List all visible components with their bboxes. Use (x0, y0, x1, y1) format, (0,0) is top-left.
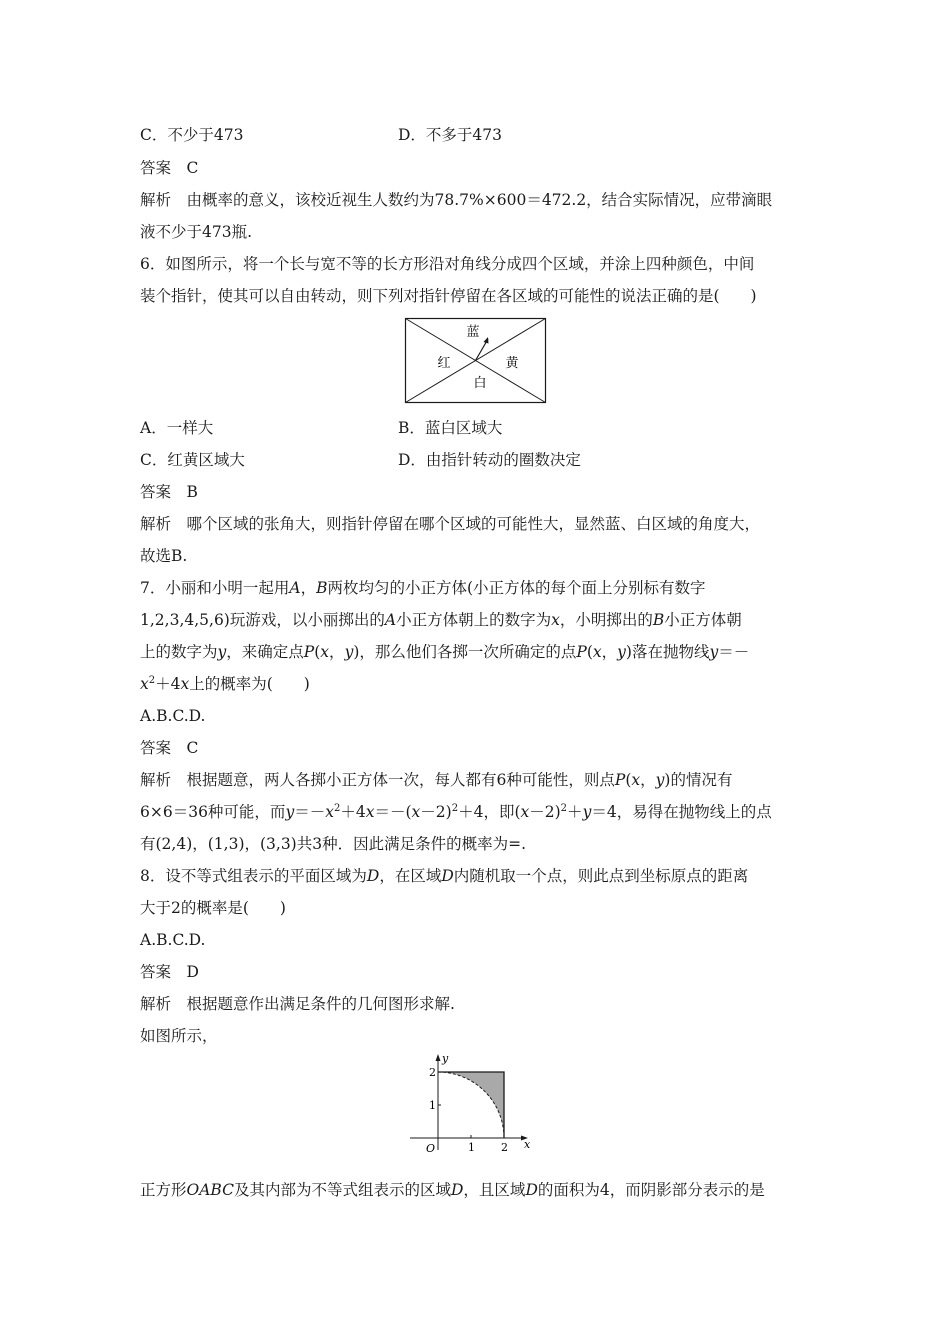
q8-last-line: 正方形OABC及其内部为不等式组表示的区域D，且区域D的面积为4，而阴影部分表示的是 (140, 1181, 765, 1199)
q6-stem-line1: 6．如图所示，将一个长与宽不等的长方形沿对角线分成四个区域，并涂上四种颜色，中间 (140, 255, 755, 273)
q7-stem-line3: 上的数字为y，来确定点P(x，y)，那么他们各掷一次所确定的点P(x，y)落在抛物线y＝－ (140, 643, 750, 661)
q7-answer: 答案 C (140, 739, 199, 757)
region-top-label: 蓝 (466, 325, 480, 340)
q6-stem-line2: 装个指针，使其可以自由转动，则下列对指针停留在各区域的可能性的说法正确的是( ) (140, 287, 757, 305)
q6-explanation-line2: 故选B. (140, 547, 188, 565)
region-left-label: 红 (437, 356, 451, 371)
origin-label: O (426, 1142, 436, 1155)
q7-explanation-line1: 解析 根据题意，两人各掷小正方体一次，每人都有6种可能性，则点P(x，y)的情况有 (140, 771, 733, 789)
q5-explanation-line1: 解析 由概率的意义，该校近视生人数约为78.7%×600＝472.2，结合实际情况，应带滴眼 (140, 191, 773, 209)
q8-quarter-circle-figure (400, 1050, 540, 1158)
y-tick-1: 1 (429, 1099, 436, 1112)
q7-stem-line4: $x^2+4x$上的概率为( ) (140, 674, 310, 693)
q7-options: A.B.C.D. (140, 707, 206, 725)
q7-explanation-line3: 有(2,4)，(1,3)，(3,3)共3种．因此满足条件的概率为=. (140, 835, 527, 853)
region-right-label: 黄 (505, 356, 519, 371)
q6-option-c: C．红黄区域大 (140, 451, 245, 469)
y-axis-label: y (442, 1052, 449, 1065)
q6-option-b: B．蓝白区域大 (398, 419, 503, 437)
q5-options-row (140, 125, 503, 145)
q8-answer: 答案 D (140, 963, 199, 981)
q6-explanation-line1: 解析 哪个区域的张角大，则指针停留在哪个区域的可能性大，显然蓝、白区域的角度大， (140, 515, 761, 533)
q6-options-row2 (140, 450, 581, 470)
q7-stem-line2: 1,2,3,4,5,6)玩游戏，以小丽掷出的A小正方体朝上的数字为x，小明掷出的B小正方体朝 (140, 611, 742, 629)
region-bottom-label: 白 (473, 376, 487, 391)
q8-stem-line2: 大于2的概率是( ) (140, 899, 286, 917)
q8-as-figure: 如图所示， (140, 1027, 218, 1045)
q7-explanation-line2: 6×6＝36种可能，而$y=-x^2+4x=-(x-2)^2+4$，即$(x-2)^2+y=4$，易得在抛物线上的点 (140, 802, 772, 821)
q5-answer: 答案 C (140, 159, 199, 177)
q5-option-d: D．不多于473 (398, 126, 503, 144)
q6-option-a: A．一样大 (140, 419, 214, 437)
x-tick-2: 2 (501, 1141, 508, 1154)
q8-options: A.B.C.D. (140, 931, 206, 949)
x-tick-1: 1 (468, 1141, 475, 1154)
q6-option-d: D．由指针转动的圈数决定 (398, 451, 581, 469)
q5-explanation-line2: 液不少于473瓶. (140, 223, 253, 241)
q8-explanation: 解析 根据题意作出满足条件的几何图形求解. (140, 995, 455, 1013)
x-axis-label: x (524, 1138, 531, 1151)
q6-answer: 答案 B (140, 483, 198, 501)
q6-options-row1 (140, 418, 503, 438)
q5-option-c: C．不少于473 (140, 126, 244, 144)
y-tick-2: 2 (429, 1066, 436, 1079)
q6-rectangle-figure (400, 315, 550, 407)
q8-stem-line1: 8．设不等式组表示的平面区域为D，在区域D内随机取一个点，则此点到坐标原点的距离 (140, 867, 749, 885)
q7-stem-line1: 7．小丽和小明一起用A，B两枚均匀的小正方体(小正方体的每个面上分别标有数字 (140, 579, 706, 597)
